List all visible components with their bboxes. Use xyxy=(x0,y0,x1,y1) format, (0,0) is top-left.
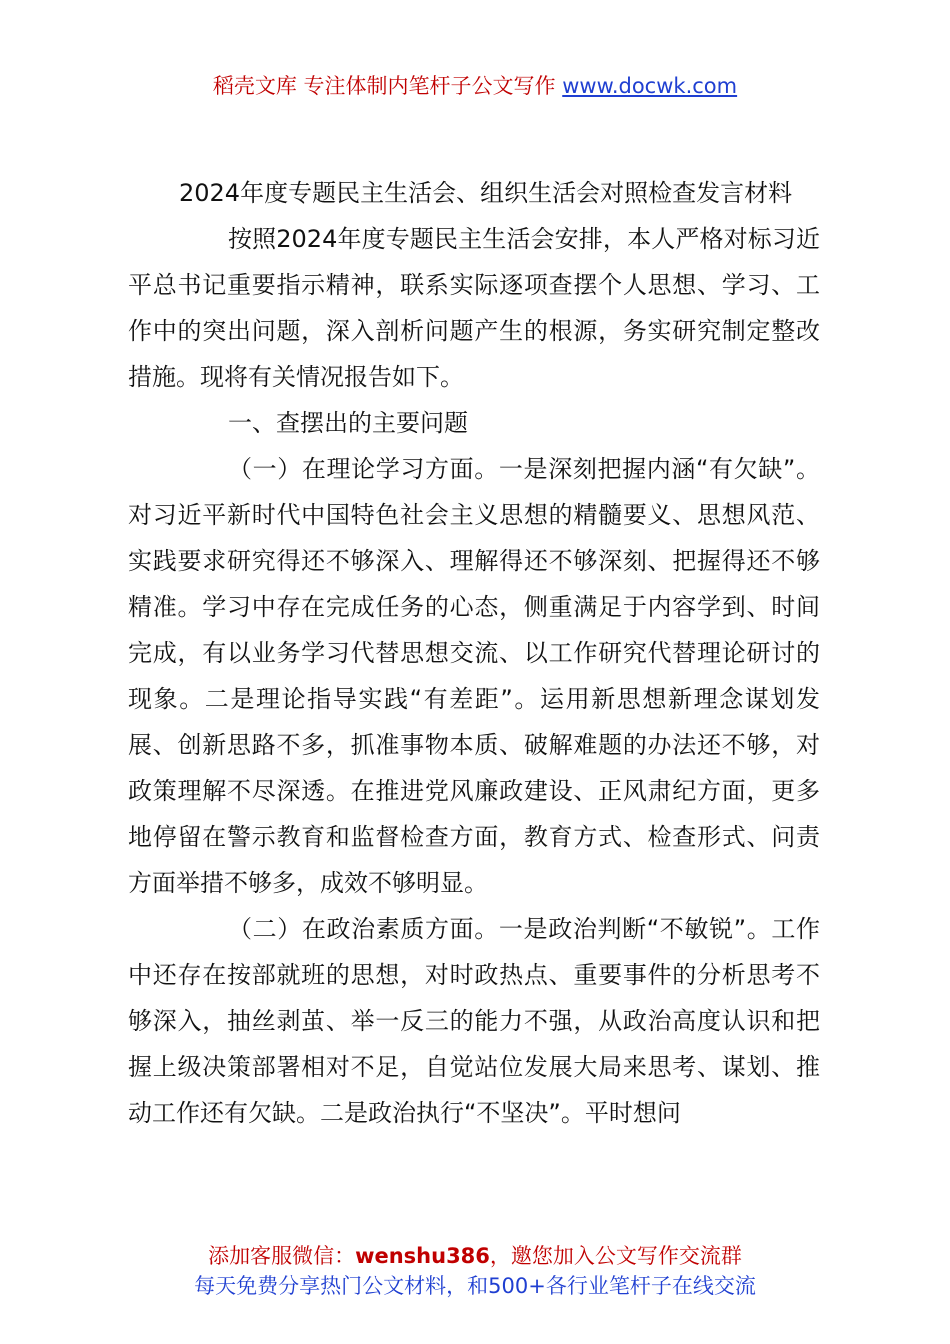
paragraph-political-quality: （二）在政治素质方面。一是政治判断“不敏锐”。工作中还存在按部就班的思想，对时政热点、重要事件的分析思考不够深入，抽丝剥茧、举一反三的能力不强，从政治高度认识和把握上级决策部署相对不足，自觉站位发展大局来思考、谋划、推动工作还有欠缺。二是政治执行“不坚决”。平时想问 xyxy=(128,915,820,1127)
header-link[interactable]: www.docwk.com xyxy=(562,74,738,98)
document-body xyxy=(128,170,820,1136)
footer-contact-suffix: ，邀您加入公文写作交流群 xyxy=(489,1244,742,1268)
paragraph-intro: 按照2024年度专题民主生活会安排，本人严格对标习近平总书记重要指示精神，联系实际逐项查摆个人思想、学习、工作中的突出问题，深入剖析问题产生的根源，务实研究制定整改措施。现将有关情况报告如下。 xyxy=(128,225,820,391)
document-title: 2024年度专题民主生活会、组织生活会对照检查发言材料 xyxy=(179,179,793,207)
page-header xyxy=(0,70,950,100)
footer-contact xyxy=(0,1240,950,1270)
footer-contact-prefix: 添加客服微信： xyxy=(208,1244,356,1268)
header-text: 稻壳文库 专注体制内笔杆子公文写作 xyxy=(212,74,563,98)
section-heading: 一、查摆出的主要问题 xyxy=(228,409,468,437)
footer-wechat-id: wenshu386 xyxy=(355,1244,490,1268)
footer-promo: 每天免费分享热门公文材料，和500+各行业笔杆子在线交流 xyxy=(194,1274,756,1298)
paragraph-theory-study: （一）在理论学习方面。一是深刻把握内涵“有欠缺”。对习近平新时代中国特色社会主义思想的精髓要义、思想风范、实践要求研究得还不够深入、理解得还不够深刻、把握得还不够精准。学习中存在完成任务的心态，侧重满足于内容学到、时间完成，有以业务学习代替思想交流、以工作研究代替理论研讨的现象。二是理论指导实践“有差距”。运用新思想新理念谋划发展、创新思路不多，抓准事物本质、破解难题的办法还不够，对政策理解不尽深透。在推进党风廉政建设、正风肃纪方面，更多地停留在警示教育和监督检查方面，教育方式、检查形式、问责方面举措不够多，成效不够明显。 xyxy=(128,455,820,897)
